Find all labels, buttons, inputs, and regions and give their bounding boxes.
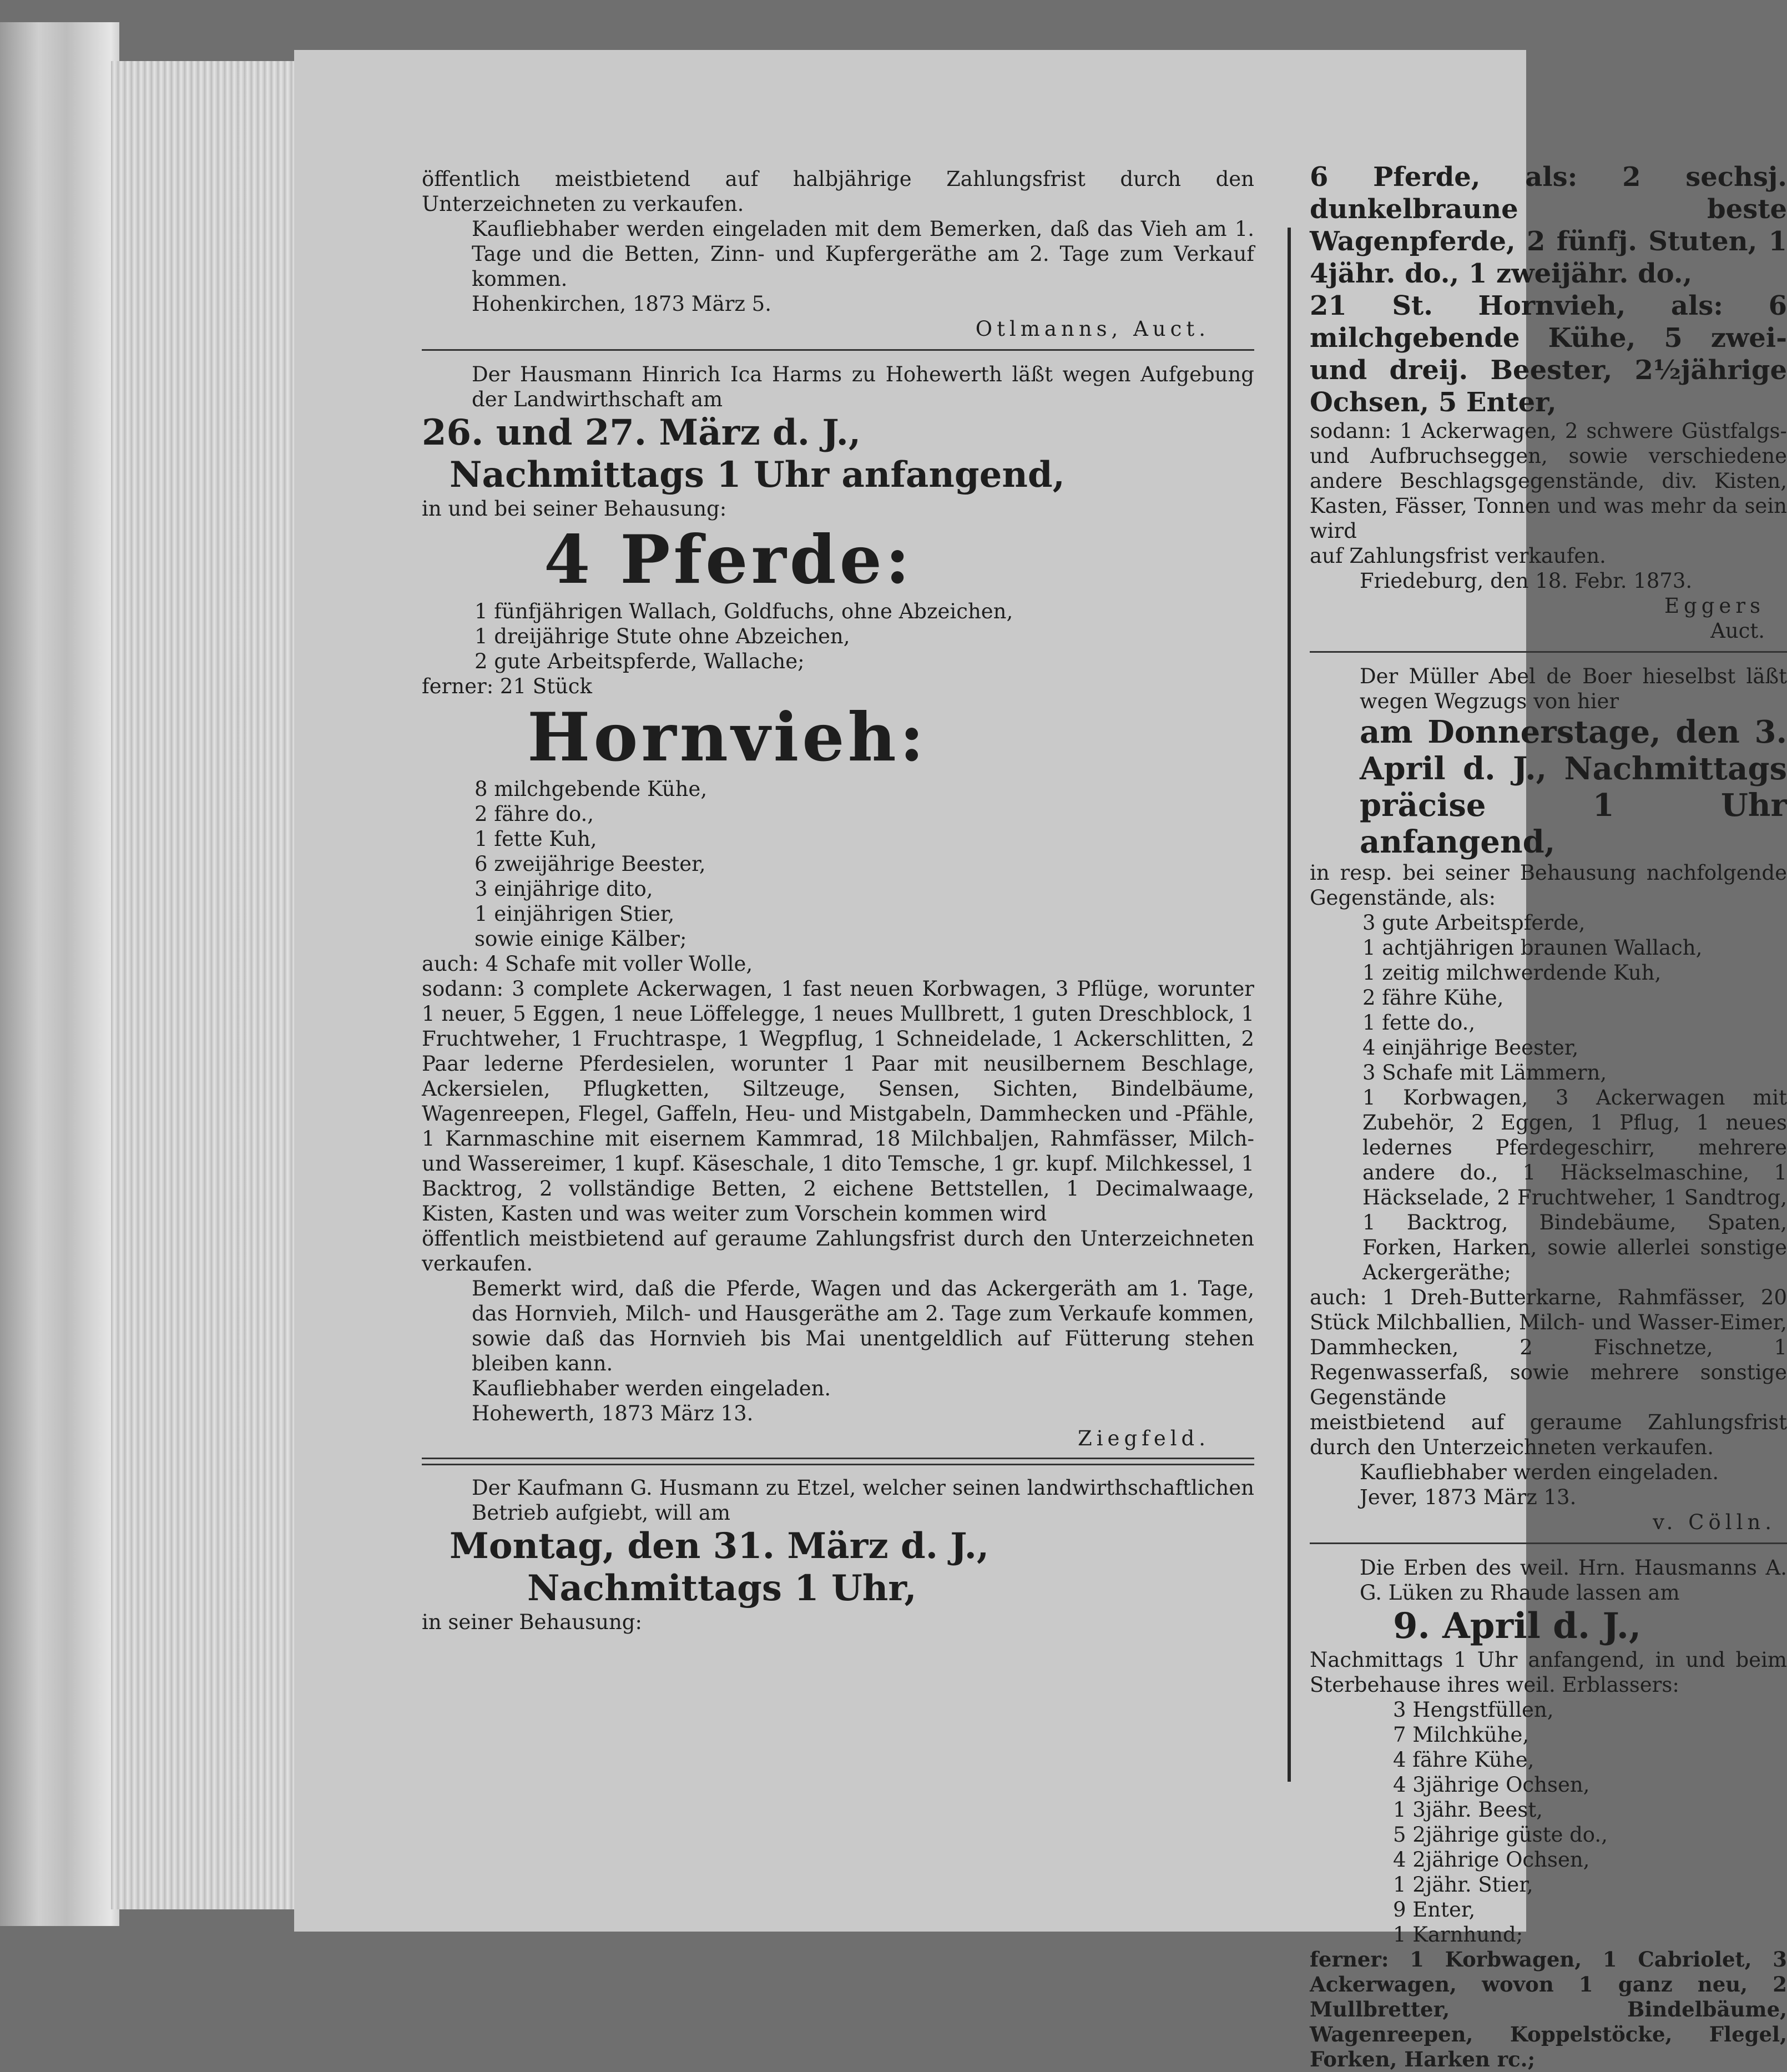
- item: 1 fette do.,: [1362, 1011, 1476, 1035]
- buyers-notice: Kaufliebhaber werden eingeladen mit dem Bemerken, daß das Vieh am 1. Tage und die Betten, Zinn- und Kupfergeräthe am 2. Tage zum Verkauf kommen.: [472, 217, 1254, 291]
- buyers-invite: Kaufliebhaber werden eingeladen.: [472, 1377, 831, 1400]
- horses-line: 6 Pferde, als: 2 sechsj. dunkelbraune beste Wagenpferde, 2 fünfj. Stuten, 1 4jähr. do., 1 zweijähr. do.,: [1310, 162, 1787, 289]
- cattle-line: 21 St. Hornvieh, als: 6 milchgebende Kühe, 5 zwei- und dreij. Beester, 2½jährige Ochsen, 5 Enter,: [1310, 290, 1787, 418]
- intro-text: öffentlich meistbietend auf halbjährige Zahlungsfrist durch den Unterzeichneten zu verkaufen.: [422, 167, 1254, 216]
- remark-paragraph: Bemerkt wird, daß die Pferde, Wagen und das Ackergeräth am 1. Tage, das Hornvieh, Milch- und Hausgeräthe am 2. Tage zum Verkaufe kommen, sowie daß das Hornvieh bis Mai unentgeldlich auf Fütterung stehen bleiben kann.: [472, 1277, 1254, 1375]
- tools-paragraph: sodann: 3 complete Ackerwagen, 1 fast neuen Korbwagen, 3 Pflüge, worunter 1 neuer, 5 Eggen, 1 neue Löffelegge, 1 neues Mullbrett, 1 guten Dreschblock, 1 Fruchtweher, 1 Fruchtraspe, 1 Wegpflug, 1 Schneidelade, 1 Ackerschlitten, 2 Paar lederne Pferdesielen, worunter 1 Paar mit neusilbernem Beschlage, Ackersielen, Pflugketten, Siltzeuge, Sensen, Sichten, Bindelbäume, Wagenreepen, Flegel, Gaffeln, Heu- und Mistgabeln, Dammhecken und -Pfähle, 1 Karnmaschine mit eisernem Kammrad, 18 Milchbaljen, Rahmfässer, Milch- und Wassereimer, 1 kupf. Käseschale, 1 dito Temsche, 1 gr. kupf. Milchkessel, 1 Backtrog, 2 vollständige Betten, 2 eichene Bettstellen, 1 Decimalwaage, Kisten, Kasten und was weiter zum Vorschein kommen wird: [422, 977, 1254, 1226]
- cattle-item: 3 einjährige dito,: [474, 877, 653, 901]
- place-date: Hohewerth, 1873 März 13.: [472, 1402, 754, 1425]
- signature: v. Cölln.: [1653, 1510, 1776, 1534]
- item: 1 Korbwagen, 3 Ackerwagen mit Zubehör, 2 Eggen, 1 Pflug, 1 neues ledernes Pferdegeschirr, mehrere andere do., 1 Häckselmaschine, 1 Häckselade, 2 Fruchtweher, 1 Sandtrog, 1 Backtrog, Bindebäume, Spaten, Forken, Harken, sowie allerlei sonstige Ackergeräthe;: [1362, 1086, 1787, 1284]
- newspaper-page: [294, 50, 1787, 2071]
- cattle-item: 2 fähre do.,: [474, 802, 594, 826]
- ad-location: in und bei seiner Behausung:: [422, 497, 727, 521]
- item: 7 Milchkühe,: [1393, 1723, 1529, 1747]
- horse-item: 1 fünfjährigen Wallach, Goldfuchs, ohne Abzeichen,: [474, 599, 1013, 623]
- item: 1 2jähr. Stier,: [1393, 1873, 1533, 1897]
- item: 4 fähre Kühe,: [1393, 1748, 1534, 1772]
- page-stack: [111, 61, 300, 1909]
- item: 1 3jähr. Beest,: [1393, 1798, 1543, 1822]
- item: 1 Karnhund;: [1393, 1923, 1523, 1947]
- ad-time: Nachmittags 1 Uhr anfangend,: [450, 454, 1065, 496]
- ad-date: am Donnerstage, den 3. April d. J., Nachmittags präcise 1 Uhr anfangend,: [1360, 714, 1787, 860]
- cattle-item: 1 einjährigen Stier,: [474, 902, 675, 926]
- sheep-line: auch: 4 Schafe mit voller Wolle,: [422, 952, 753, 976]
- ad-location: in seiner Behausung:: [422, 1610, 642, 1634]
- signature: Ziegfeld.: [1078, 1426, 1210, 1450]
- ad-separator: [1310, 1542, 1787, 1544]
- item: 4 3jährige Ochsen,: [1393, 1773, 1590, 1797]
- terms-paragraph: öffentlich meistbietend auf geraume Zahlungsfrist durch den Unterzeichneten verkaufen.: [422, 1227, 1254, 1276]
- item: 1 zeitig milchwerdende Kuh,: [1362, 961, 1662, 985]
- cattle-item: 6 zweijährige Beester,: [474, 852, 706, 876]
- tools-line: sodann: 1 Ackerwagen, 2 schwere Güstfalgs- und Aufbruchseggen, sowie verschiedene andere Beschlagsgegenstände, div. Kisten, Kasten, Fässer, Tonnen und was mehr da sein wird: [1310, 419, 1787, 543]
- ad-separator: [422, 349, 1254, 351]
- terms-line: auf Zahlungsfrist verkaufen.: [1310, 544, 1606, 568]
- item: 3 Hengstfüllen,: [1393, 1698, 1554, 1722]
- item: 4 2jährige Ochsen,: [1393, 1848, 1590, 1872]
- ad-location: in resp. bei seiner Behausung nachfolgende Gegenstände, als:: [1310, 861, 1787, 910]
- item: 4 einjährige Beester,: [1362, 1036, 1579, 1060]
- cattle-item: 8 milchgebende Kühe,: [474, 777, 708, 801]
- ad-intro: Der Kaufmann G. Husmann zu Etzel, welcher seinen landwirthschaftlichen Betrieb aufgiebt, will am: [472, 1476, 1254, 1525]
- ad-date: 9. April d. J.,: [1393, 1605, 1642, 1647]
- further-line: ferner: 21 Stück: [422, 674, 592, 698]
- signature: Eggers: [1664, 594, 1765, 618]
- item: 3 Schafe mit Lämmern,: [1362, 1061, 1607, 1085]
- ad-intro: Der Müller Abel de Boer hieselbst läßt wegen Wegzugs von hier: [1360, 664, 1787, 713]
- item: 1 achtjährigen braunen Wallach,: [1362, 936, 1703, 960]
- left-column: [422, 167, 1254, 1635]
- ad-date: 26. und 27. März d. J.,: [422, 412, 861, 453]
- also-paragraph: auch: 1 Dreh-Butterkarne, Rahmfässer, 20 Stück Milchballien, Milch- und Wasser-Eimer, Dammhecken, 2 Fischnetze, 1 Regenwasserfaß, sowie mehrere sonstige Gegenstände: [1310, 1285, 1787, 1409]
- signature: Otlmanns, Auct.: [975, 317, 1210, 341]
- place-date: Jever, 1873 März 13.: [1360, 1485, 1577, 1509]
- column-divider: [1288, 228, 1291, 1782]
- item: 5 2jährige güste do.,: [1393, 1823, 1608, 1847]
- ad-date: Montag, den 31. März d. J.,: [450, 1525, 990, 1567]
- item: 9 Enter,: [1393, 1898, 1476, 1922]
- heading-cattle: Hornvieh:: [527, 698, 928, 777]
- signature-title: Auct.: [1710, 619, 1765, 643]
- item: 2 fähre Kühe,: [1362, 986, 1504, 1010]
- buyers-invite: Kaufliebhaber werden eingeladen.: [1360, 1460, 1719, 1484]
- item: 3 gute Arbeitspferde,: [1362, 911, 1586, 935]
- horse-item: 2 gute Arbeitspferde, Wallache;: [474, 649, 805, 673]
- horse-item: 1 dreijährige Stute ohne Abzeichen,: [474, 624, 850, 648]
- book-edge: [0, 22, 119, 1926]
- ad-intro: Der Hausmann Hinrich Ica Harms zu Hohewerth läßt wegen Aufgebung der Landwirthschaft am: [472, 362, 1254, 411]
- ad-separator: [1310, 651, 1787, 653]
- ad-separator: [422, 1458, 1254, 1465]
- place-date: Hohenkirchen, 1873 März 5.: [472, 292, 771, 316]
- cattle-item: sowie einige Kälber;: [474, 927, 687, 951]
- heading-horses: 4 Pferde:: [544, 521, 913, 599]
- terms-paragraph: meistbietend auf geraume Zahlungsfrist durch den Unterzeichneten verkaufen.: [1310, 1410, 1787, 1459]
- right-column-content: [1310, 161, 1787, 2072]
- ad-intro: Die Erben des weil. Hrn. Hausmanns A. G. Lüken zu Rhaude lassen am: [1360, 1556, 1787, 1605]
- further-paragraph: ferner: 1 Korbwagen, 1 Cabriolet, 3 Ackerwagen, wovon 1 ganz neu, 2 Mullbretter, Bindelbäume, Wagenreepen, Koppelstöcke, Flegel, Forken, Harken rc.;: [1310, 1947, 1787, 2071]
- ad-time: Nachmittags 1 Uhr anfangend, in und beim Sterbehause ihres weil. Erblassers:: [1310, 1648, 1787, 1697]
- cattle-item: 1 fette Kuh,: [474, 827, 597, 851]
- place-date: Friedeburg, den 18. Febr. 1873.: [1360, 569, 1693, 593]
- ad-time: Nachmittags 1 Uhr,: [527, 1567, 917, 1609]
